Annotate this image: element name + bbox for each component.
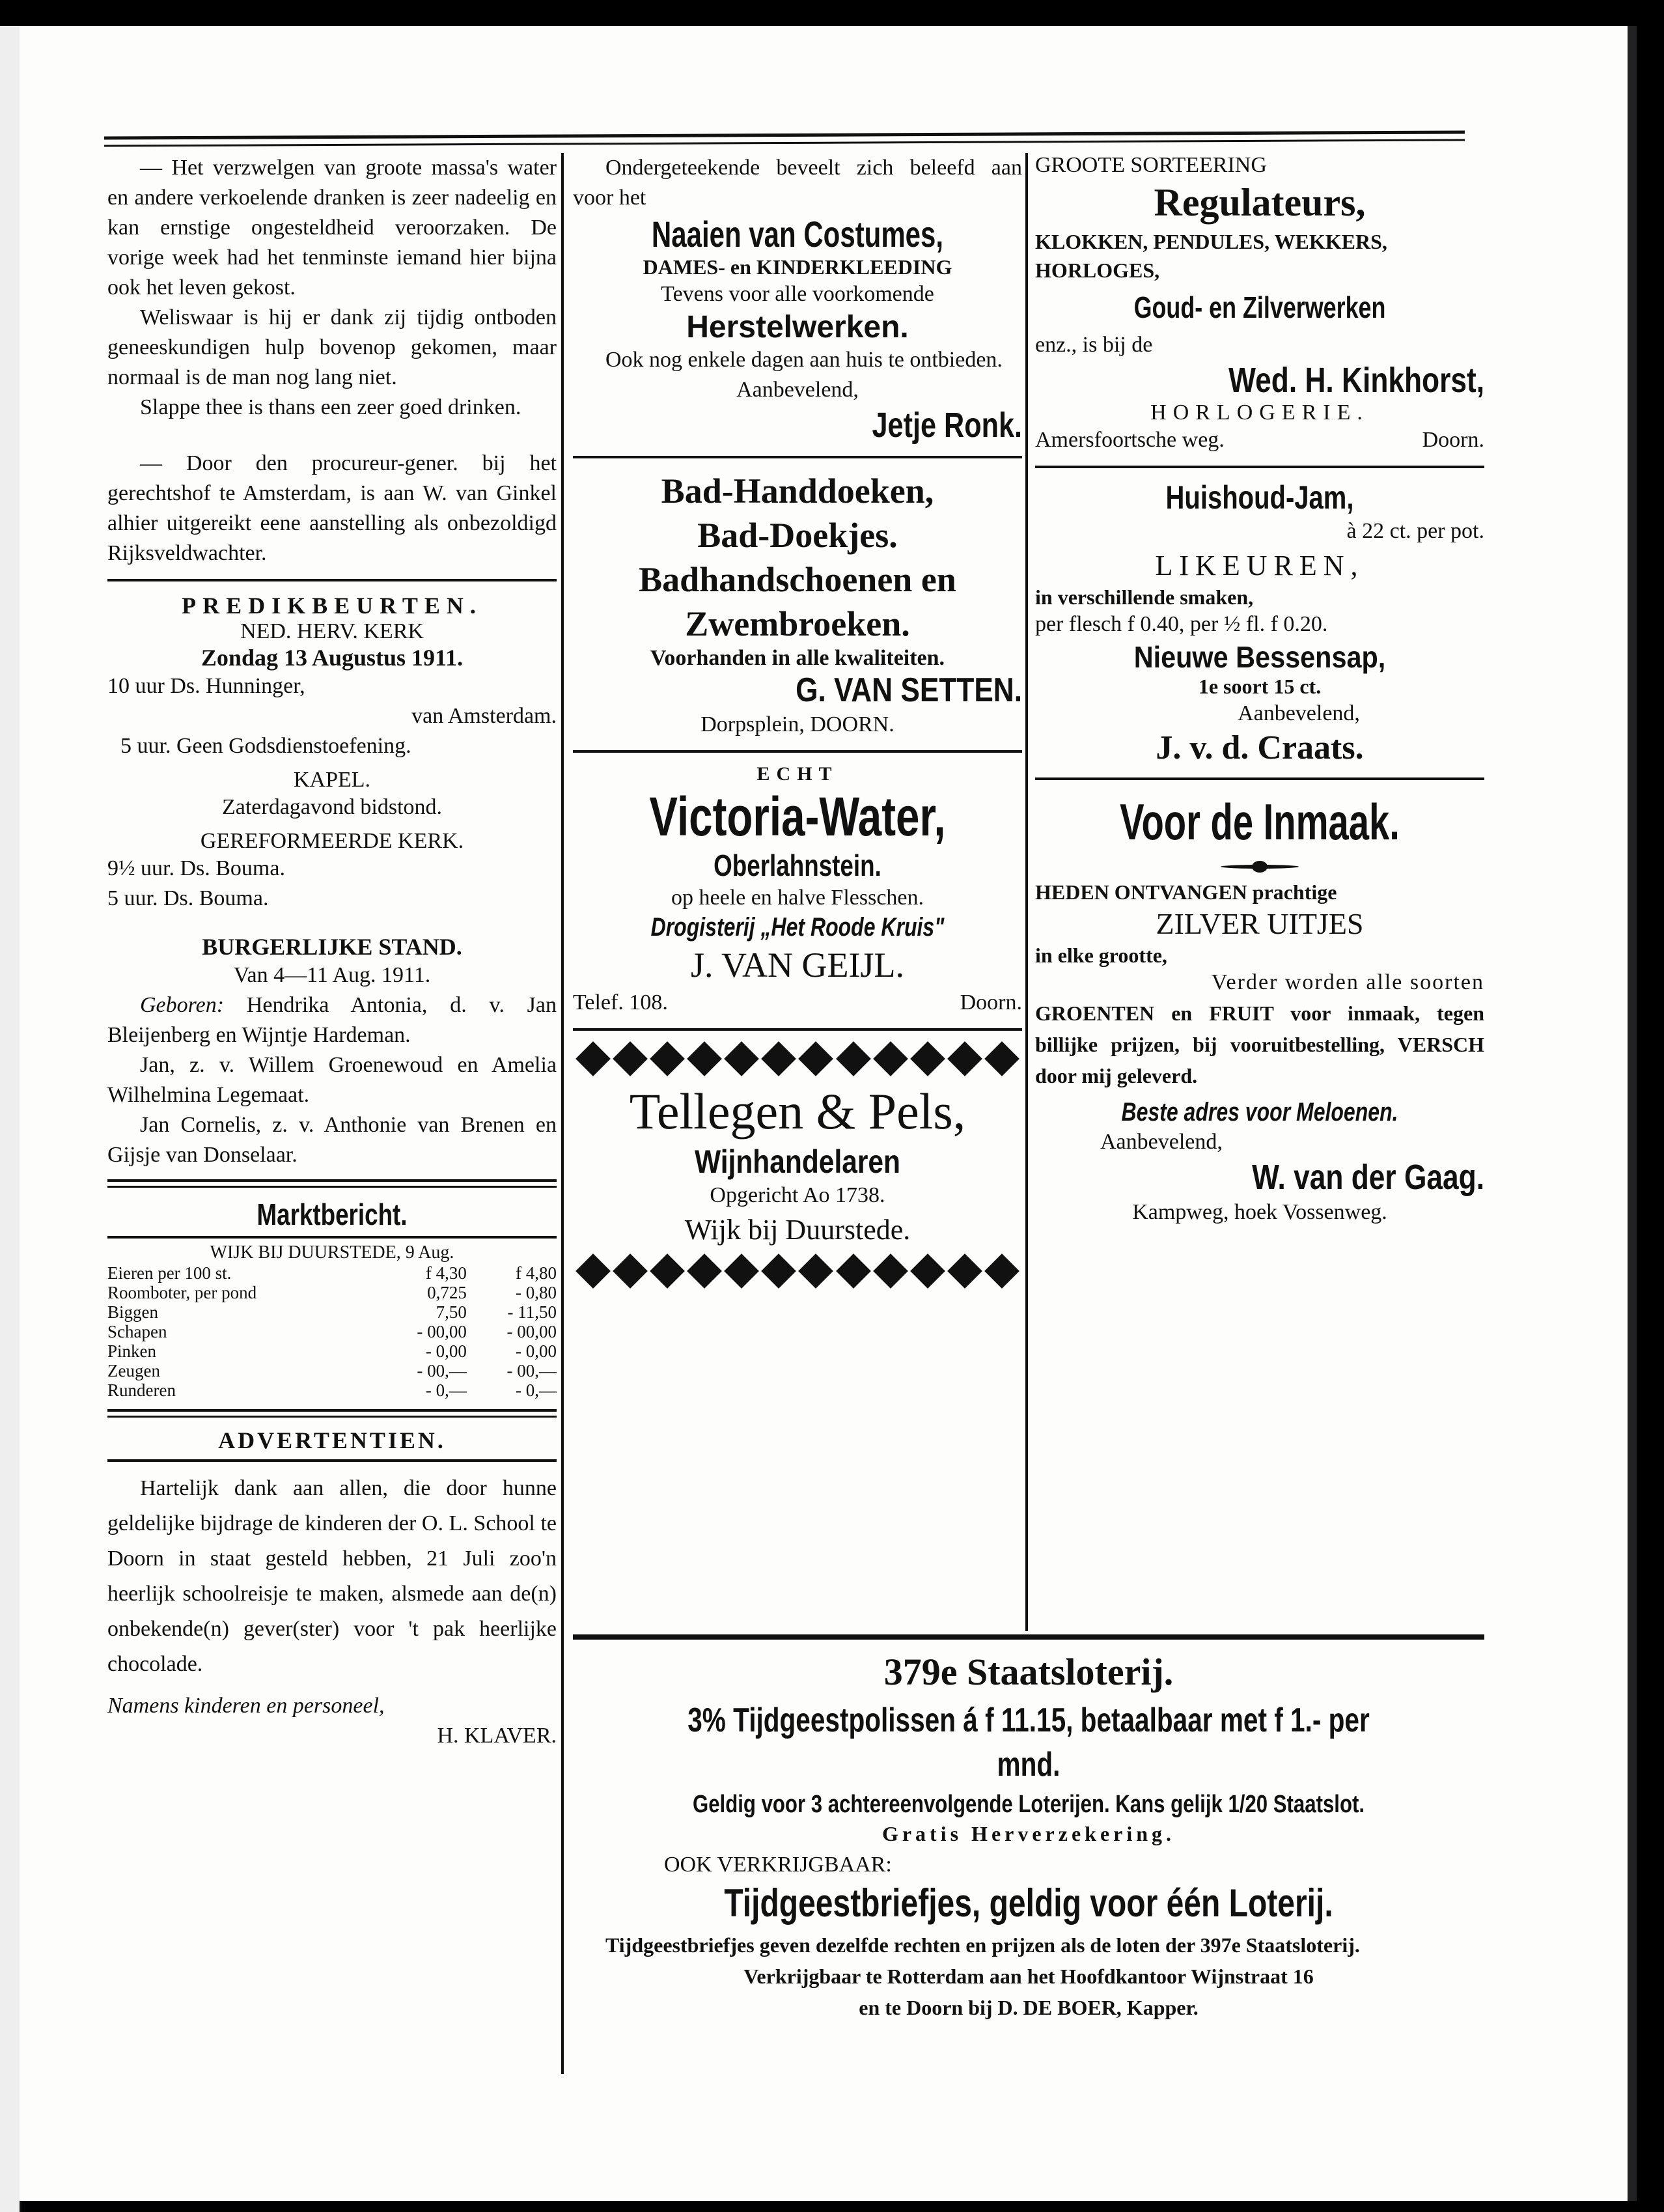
diamond-ornament — [575, 1041, 611, 1076]
market-location-date: WIJK BIJ DUURSTEDE, 9 Aug. — [210, 1242, 454, 1263]
diamond-ornament — [984, 1041, 1019, 1076]
ad-name: W. van der Gaag. — [1252, 1158, 1484, 1197]
diamond-ornament — [799, 1041, 834, 1076]
diamond-ornament — [575, 1253, 611, 1289]
diamond-ornament — [762, 1041, 797, 1076]
ad-line: Geldig voor 3 achtereenvolgende Loterijen. Kans gelijk 1/20 Staatslot. — [692, 1791, 1365, 1818]
market-row — [107, 1263, 557, 1283]
ad-items: KLOKKEN, PENDULES, WEKKERS, HORLOGES, — [1035, 230, 1387, 282]
ad-line: Tevens voor alle voorkomende — [661, 282, 934, 306]
diamond-ornament — [947, 1253, 982, 1289]
ad-subhead: Oberlahnstein. — [714, 848, 881, 882]
market-item: Zeugen — [107, 1361, 160, 1380]
diamond-ornament — [613, 1253, 648, 1289]
ad-line: Verkrijgbaar te Rotterdam aan het Hoofdkantoor Wijnstraat 16 — [743, 1965, 1314, 1988]
ad-headline: Zwembroeken. — [685, 604, 910, 643]
market-price-high: - 00,— — [506, 1361, 557, 1380]
news-item-drinks — [107, 153, 557, 423]
section-divider — [573, 456, 1022, 458]
ad-trade: HORLOGERIE. — [1150, 400, 1369, 425]
ad-subhead: DAMES- en KINDERKLEEDING — [643, 255, 952, 279]
column-divider — [561, 153, 564, 2074]
diamond-ornament — [910, 1253, 945, 1289]
ad-closing: Aanbevelend, — [736, 378, 859, 402]
ad-name: J. v. d. Craats. — [1156, 729, 1364, 766]
middle-column — [573, 153, 1022, 1296]
market-price-high: - 0,— — [516, 1380, 557, 1400]
ad-address: Kampweg, hoek Vossenweg. — [1132, 1200, 1387, 1224]
section-divider — [573, 750, 1022, 753]
ad-headline: Regulateurs, — [1154, 181, 1366, 224]
service-line: 5 uur. Ds. Bouma. — [107, 886, 269, 910]
ad-street: Amersfoortsche weg. — [1035, 428, 1225, 452]
period: Van 4—11 Aug. 1911. — [233, 963, 431, 987]
ad-kinkhorst — [1035, 153, 1484, 455]
left-column — [107, 153, 557, 1759]
ad-headline: Nieuwe Bessensap, — [1133, 640, 1386, 674]
ad-line: HEDEN ONTVANGEN prachtige — [1035, 880, 1337, 904]
section-divider — [107, 1409, 557, 1418]
ad-headline: Voor de Inmaak. — [1120, 793, 1400, 850]
burgerlijke-stand-section — [107, 933, 557, 1170]
ad-line: Ook nog enkele dagen aan huis te ontbieden. — [605, 348, 1003, 372]
ad-headline: Badhandschoenen en — [639, 560, 956, 599]
ad-line: en te Doorn bij D. DE BOER, Kapper. — [859, 1996, 1199, 2019]
ad-founded: Opgericht Ao 1738. — [710, 1183, 885, 1207]
diamond-ornament — [873, 1041, 908, 1076]
ad-price: à 22 ct. per pot. — [1346, 519, 1484, 543]
birth-entry-text: Hendrika Antonia, d. v. Jan Bleijenberg en Wijntje Hardeman. — [107, 993, 557, 1047]
advertentien-section — [107, 1427, 557, 1751]
ad-line: enz., is bij de — [1035, 333, 1153, 357]
ad-headline: Naaien van Costumes, — [651, 214, 944, 255]
ad-closing: Aanbevelend, — [1100, 1130, 1223, 1154]
market-price-low: - 00,00 — [417, 1322, 467, 1341]
news-paragraph: Weliswaar is hij er dank zij tijdig ontboden geneeskundigen hulp bovenop gekomen, maar normaal is de man nog lang niet. — [107, 305, 557, 389]
diamond-ornament — [687, 1253, 722, 1289]
ad-headline: Bad-Doekjes. — [697, 516, 898, 555]
ad-tellegen-pels — [573, 1041, 1022, 1289]
market-price-high: - 11,50 — [507, 1302, 557, 1322]
market-item: Runderen — [107, 1380, 176, 1400]
market-item: Biggen — [107, 1302, 158, 1322]
market-price-low: - 0,00 — [425, 1341, 467, 1361]
ad-kicker: GROOTE SORTEERING — [1035, 153, 1267, 177]
market-price-high: f 4,80 — [516, 1263, 557, 1283]
service-line: Zaterdagavond bidstond. — [221, 795, 443, 819]
ad-footer — [1035, 425, 1484, 455]
ad-jetje-ronk — [573, 153, 1022, 445]
ad-headline: 379e Staatsloterij. — [883, 1651, 1174, 1693]
diamond-ornament — [873, 1253, 908, 1289]
ad-line: in verschillende smaken, — [1035, 585, 1254, 609]
ad-headline: ZILVER UITJES — [1156, 907, 1364, 940]
diamond-ornament — [910, 1041, 945, 1076]
ad-headline: Herstelwerken. — [686, 310, 909, 344]
diamond-ornament — [836, 1253, 871, 1289]
ad-line: 3% Tijdgeestpolissen á f 11.15, betaalbaar met f 1.- per mnd. — [687, 1701, 1370, 1784]
service-line: van Amsterdam. — [411, 704, 557, 728]
column-divider — [1025, 153, 1028, 1631]
page-binding-edge — [0, 26, 21, 2212]
market-price-low: - 0,— — [425, 1380, 467, 1400]
ad-line: in elke grootte, — [1035, 944, 1167, 967]
ad-headline: Victoria-Water, — [649, 786, 946, 847]
birth-entry — [107, 990, 557, 1050]
ad-van-setten — [573, 469, 1022, 740]
news-paragraph: — Door den procureur-gener. bij het gerechtshof te Amsterdam, is aan W. van Ginkel alhier uitgereikt eene aanstelling als onbezoldigd Rijksveldwachter. — [107, 451, 557, 565]
ad-phone: Telef. 108. — [573, 990, 668, 1015]
diamond-ornament — [724, 1253, 759, 1289]
closing-line: Namens kinderen en personeel, — [107, 1694, 385, 1718]
news-item-appointment — [107, 449, 557, 568]
market-row — [107, 1361, 557, 1380]
diamond-ornament — [613, 1041, 648, 1076]
ad-headline: Huishoud-Jam, — [1165, 479, 1354, 516]
market-price-low: 7,50 — [436, 1302, 467, 1322]
ad-town: Wijk bij Duurstede. — [684, 1214, 911, 1246]
news-paragraph: — Het verzwelgen van groote massa's water en andere verkoelende dranken is zeer nadeelig en kan ernstige ongesteldheid veroorzaken. De vorige week had het tenminste iemand hier bijna ook het leven gekost. — [107, 156, 557, 300]
ad-address: Dorpsplein, DOORN. — [700, 712, 894, 736]
section-divider — [1035, 777, 1484, 780]
market-item: Pinken — [107, 1341, 157, 1361]
market-row — [107, 1283, 557, 1302]
market-row — [107, 1322, 557, 1341]
ad-tagline: Voorhanden in alle kwaliteiten. — [650, 646, 945, 670]
diamond-ornament — [984, 1253, 1019, 1289]
market-price-high: - 0,00 — [516, 1341, 557, 1361]
ad-line: GROENTEN en FRUIT voor inmaak, tegen billijke prijzen, bij vooruitbestelling, VERSCH door mij geleverd. — [1035, 1001, 1484, 1087]
church-name: KAPEL. — [293, 768, 371, 792]
ad-line: Verder worden alle soorten — [1211, 970, 1484, 994]
service-line: 9½ uur. Ds. Bouma. — [107, 856, 285, 880]
section-divider — [1035, 466, 1484, 468]
church-name: NED. HERV. KERK — [240, 619, 424, 643]
ad-headline: Tellegen & Pels, — [629, 1083, 966, 1140]
ad-name: Jetje Ronk. — [872, 406, 1022, 445]
ad-town: Doorn. — [1422, 428, 1484, 452]
predikbeurten-section — [107, 592, 557, 914]
ad-intro: Ondergeteekende beveelt zich beleefd aan voor het — [573, 156, 1022, 210]
market-row — [107, 1341, 557, 1361]
diamond-ornament — [947, 1041, 982, 1076]
section-divider — [107, 579, 557, 581]
ad-tagline: Beste adres voor Meloenen. — [1121, 1098, 1398, 1127]
market-price-table — [107, 1263, 557, 1400]
diamond-ornament — [724, 1041, 759, 1076]
diamond-border — [578, 1041, 1017, 1076]
ad-headline: LIKEUREN, — [1155, 550, 1365, 581]
born-label: Geboren: — [140, 993, 225, 1017]
ad-van-geijl — [573, 763, 1022, 1018]
market-price-low: f 4,30 — [425, 1263, 467, 1283]
ornament-divider — [1221, 865, 1299, 869]
ad-line: Gratis Herverzekering. — [881, 1822, 1176, 1845]
diamond-ornament — [836, 1041, 871, 1076]
ad-closing: Aanbevelend, — [1238, 701, 1360, 725]
service-date: Zondag 13 Augustus 1911. — [201, 645, 464, 671]
ad-craats — [1035, 479, 1484, 767]
birth-entry: Jan, z. v. Willem Groenewoud en Amelia Wilhelmina Legemaat. — [107, 1053, 557, 1107]
section-title: Marktbericht. — [257, 1197, 408, 1231]
ad-headline: Bad-Handdoeken, — [661, 471, 934, 511]
section-divider — [573, 1634, 1484, 1640]
ad-subhead: Wijnhandelaren — [694, 1143, 901, 1180]
market-item: Eieren per 100 st. — [107, 1263, 232, 1283]
church-name: GEREFORMEERDE KERK. — [200, 829, 464, 853]
market-row — [107, 1302, 557, 1322]
ad-line: OOK VERKRIJGBAAR: — [664, 1853, 892, 1877]
birth-entry: Jan Cornelis, z. v. Anthonie van Brenen en Gijsje van Donselaar. — [107, 1113, 557, 1167]
diamond-ornament — [650, 1253, 685, 1289]
ad-town: Doorn. — [960, 990, 1022, 1015]
section-divider — [107, 1179, 557, 1188]
ad-headline: Goud- en Zilverwerken — [1133, 290, 1386, 324]
section-divider — [107, 1236, 557, 1239]
right-column — [1035, 153, 1484, 1235]
service-line: 10 uur Ds. Hunninger, — [107, 674, 305, 698]
service-line: 5 uur. Geen Godsdienstoefening. — [120, 734, 411, 758]
ad-name: G. VAN SETTEN. — [796, 671, 1022, 709]
ad-staatsloterij — [573, 1634, 1484, 2023]
market-item: Roomboter, per pond — [107, 1283, 257, 1302]
market-price-high: - 0,80 — [516, 1283, 557, 1302]
section-title: ADVERTENTIEN. — [218, 1427, 446, 1453]
ad-shop-name: Drogisterij „Het Roode Kruis" — [650, 913, 945, 942]
section-title: PREDIKBEURTEN. — [182, 593, 482, 619]
diamond-ornament — [799, 1253, 834, 1289]
market-price-low: - 00,— — [417, 1361, 467, 1380]
thank-you-text: Hartelijk dank aan allen, die door hunne geldelijke bijdrage de kinderen der O. L. School te Doorn in staat gesteld hebben, 21 Juli zoo'n heerlijk schoolreisje te maken, alsmede aan de(n) onbekende(n) gever(ster) voor 't pak heerlijke chocolade. — [107, 1476, 557, 1676]
ad-name: J. VAN GEIJL. — [690, 945, 905, 985]
ad-price: 1e soort 15 ct. — [1198, 675, 1322, 698]
diamond-border — [578, 1253, 1017, 1289]
section-divider — [107, 1459, 557, 1462]
ad-kicker: ECHT — [756, 763, 839, 785]
ad-line: Tijdgeestbriefjes geven dezelfde rechten en prijzen als de loten der 397e Staatsloterij. — [605, 1933, 1360, 1957]
signature: H. KLAVER. — [437, 1724, 557, 1748]
ad-line: op heele en halve Flesschen. — [671, 886, 924, 910]
ad-name: Wed. H. Kinkhorst, — [1228, 361, 1484, 400]
section-divider — [573, 1028, 1022, 1031]
market-price-high: - 00,00 — [506, 1322, 557, 1341]
news-paragraph: Slappe thee is thans een zeer goed drinken. — [140, 395, 521, 419]
diamond-ornament — [687, 1041, 722, 1076]
ad-headline: Tijdgeestbriefjes, geldig voor één Loterij. — [724, 1881, 1333, 1925]
market-row — [107, 1380, 557, 1400]
ad-van-der-gaag — [1035, 791, 1484, 1227]
section-title: BURGERLIJKE STAND. — [202, 934, 462, 960]
diamond-ornament — [650, 1041, 685, 1076]
market-item: Schapen — [107, 1322, 167, 1341]
market-price-low: 0,725 — [427, 1283, 467, 1302]
ad-footer — [573, 988, 1022, 1018]
marktbericht-section — [107, 1197, 557, 1400]
ad-price: per flesch f 0.40, per ½ fl. f 0.20. — [1035, 612, 1328, 636]
diamond-ornament — [762, 1253, 797, 1289]
